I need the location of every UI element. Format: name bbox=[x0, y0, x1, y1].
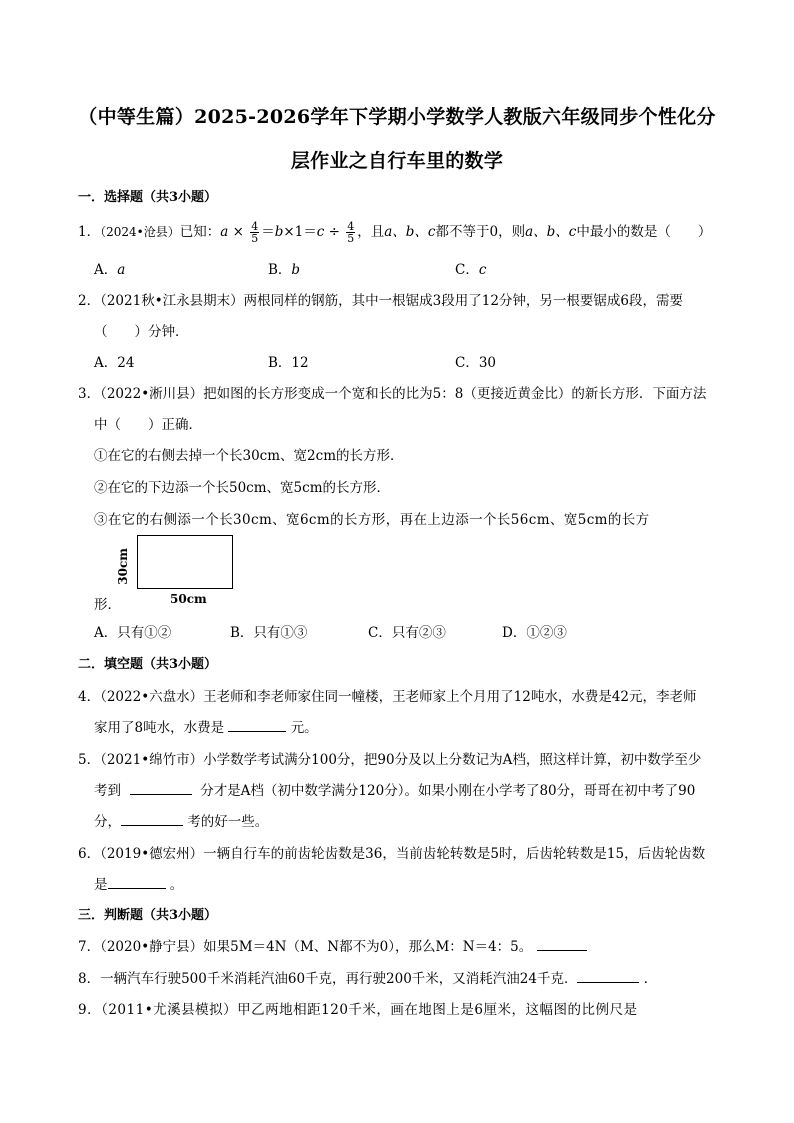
question-7-stem bbox=[78, 935, 587, 955]
rectangle-figure bbox=[137, 535, 233, 589]
stem-text: 8．一辆汽车行驶500千米消耗汽油60千克，再行驶200千米，又消耗汽油24千克． bbox=[78, 971, 578, 987]
answer-blank[interactable] bbox=[121, 811, 183, 826]
question-2-stem-line-1: 2．（2021秋•江永县期末）两根同样的钢筋，其中一根锯成3段用了12分钟，另一根要锯成6段，需要 bbox=[78, 293, 684, 309]
section-heading-true-false: 三．判断题（共3小题） bbox=[78, 908, 218, 923]
question-2-option-a[interactable]: A．24 bbox=[94, 355, 135, 371]
document-title-line-1: （中等生篇）2025-2026学年下学期小学数学人教版六年级同步个性化分 bbox=[78, 106, 716, 128]
option-value: c bbox=[478, 262, 487, 278]
question-3-option-a[interactable]: A．只有①② bbox=[94, 625, 172, 641]
question-3-option-c[interactable]: C．只有②③ bbox=[368, 625, 446, 641]
divide-sign: ÷ bbox=[324, 224, 345, 240]
question-3-stem-line-1: 3．（2022•淅川县）把如图的长方形变成一个宽和长的比为5：8（更接近黄金比）的新长方形．下面方法 bbox=[78, 386, 707, 402]
section-heading-choice: 一．选择题（共3小题） bbox=[78, 190, 218, 205]
question-4-stem-line-1: 4．（2022•六盘水）王老师和李老师家住同一幢楼，王老师家上个月用了12吨水，水费是42元，李老师 bbox=[78, 689, 697, 705]
stem-text: 考的好一些。 bbox=[187, 814, 269, 830]
stem-text: 家用了8吨水，水费是 bbox=[94, 720, 225, 736]
question-2-stem-line-2: （ ）分钟． bbox=[94, 324, 189, 340]
question-3-stem-line-2: 中（ ）正确． bbox=[94, 417, 202, 433]
question-9-stem: 9．（2011•尤溪县模拟）甲乙两地相距120千米，画在地图上是6厘米，这幅图的比例尺是 bbox=[78, 1002, 638, 1018]
question-number: 1． bbox=[78, 224, 101, 240]
stem-text: ，且 bbox=[357, 224, 385, 240]
question-2-option-b[interactable]: B．12 bbox=[268, 355, 309, 371]
fraction-numerator: 4 bbox=[251, 220, 259, 233]
fraction-denominator: 5 bbox=[347, 232, 355, 245]
question-3-method-2: ②在它的下边添一个长50cm、宽5cm的长方形． bbox=[94, 480, 390, 496]
question-3-method-3: ③在它的右侧添一个长30cm、宽6cm的长方形，再在上边添一个长56cm、宽5cm的长方 bbox=[94, 512, 650, 528]
variables-abc: a、b、c bbox=[525, 224, 577, 240]
section-heading-fill-in: 二．填空题（共3小题） bbox=[78, 657, 218, 672]
question-1-option-c[interactable] bbox=[455, 258, 486, 278]
answer-blank[interactable] bbox=[108, 874, 166, 889]
question-6-stem-line-1: 6．（2019•德宏州）一辆自行车的前齿轮齿数是36，当前齿轮转数是5时，后齿轮转数是15，后齿轮齿数 bbox=[78, 846, 706, 862]
answer-blank[interactable] bbox=[130, 780, 192, 795]
question-8-stem bbox=[78, 967, 657, 987]
option-label: B． bbox=[268, 262, 292, 278]
question-2-option-c[interactable]: C．30 bbox=[455, 355, 497, 371]
equals-sign: ＝ bbox=[261, 224, 275, 240]
stem-text: 都不等于0，则 bbox=[435, 224, 526, 240]
question-1-option-b[interactable] bbox=[268, 258, 300, 278]
variables-abc: a、b、c bbox=[384, 224, 436, 240]
variable-c: c bbox=[316, 224, 325, 240]
option-label: C． bbox=[455, 262, 479, 278]
stem-text: 。 bbox=[169, 877, 184, 893]
question-5-stem-line-3 bbox=[94, 810, 268, 830]
fraction-four-fifths bbox=[250, 221, 259, 244]
stem-text: 考到 bbox=[94, 783, 121, 799]
stem-text: ． bbox=[643, 971, 658, 987]
question-3-method-3-end: 形． bbox=[94, 597, 121, 613]
answer-blank[interactable] bbox=[228, 717, 286, 732]
question-6-stem-line-2 bbox=[94, 873, 183, 893]
fraction-denominator: 5 bbox=[251, 232, 259, 245]
question-1-option-a[interactable] bbox=[94, 258, 125, 278]
times-sign: × bbox=[228, 224, 249, 240]
option-label: A． bbox=[94, 262, 118, 278]
stem-text: 分， bbox=[94, 814, 121, 830]
figure-width-label: 50cm bbox=[170, 592, 207, 606]
answer-blank[interactable] bbox=[537, 936, 587, 951]
stem-text: 7．（2020•静宁县）如果5M＝4N（M、N都不为0），那么M：N＝4：5。 bbox=[78, 939, 533, 955]
stem-text: 分才是A档（初中数学满分120分）。如果小刚在小学考了80分，哥哥在初中考了90 bbox=[200, 783, 696, 799]
question-4-stem-line-2 bbox=[94, 716, 318, 736]
fraction-four-fifths bbox=[346, 221, 355, 244]
question-1-stem bbox=[78, 220, 711, 244]
stem-text: 是 bbox=[94, 877, 108, 893]
question-source: （2024•沧县） bbox=[100, 225, 180, 239]
answer-blank[interactable] bbox=[577, 968, 639, 983]
option-value: b bbox=[291, 262, 301, 278]
document-title-line-2: 层作业之自行车里的数学 bbox=[290, 150, 504, 172]
question-3-method-1: ①在它的右侧去掉一个长30cm、宽2cm的长方形． bbox=[94, 448, 404, 464]
question-3-option-d[interactable]: D．①②③ bbox=[502, 625, 567, 641]
stem-text: 已知： bbox=[179, 224, 221, 240]
variable-b: b bbox=[274, 224, 284, 240]
question-3-option-b[interactable]: B．只有①③ bbox=[230, 625, 308, 641]
question-5-stem-line-1: 5．（2021•绵竹市）小学数学考试满分100分，把90分及以上分数记为A档，照这样计算，初中数学至少 bbox=[78, 752, 702, 768]
variable-a: a bbox=[220, 224, 229, 240]
question-5-stem-line-2 bbox=[94, 779, 695, 799]
stem-text: ×1＝ bbox=[283, 224, 317, 240]
figure-height-label: 30cm bbox=[116, 548, 130, 585]
option-value: a bbox=[117, 262, 126, 278]
stem-text: 中最小的数是（ ） bbox=[576, 224, 712, 240]
stem-text: 元。 bbox=[290, 720, 318, 736]
fraction-numerator: 4 bbox=[347, 220, 355, 233]
